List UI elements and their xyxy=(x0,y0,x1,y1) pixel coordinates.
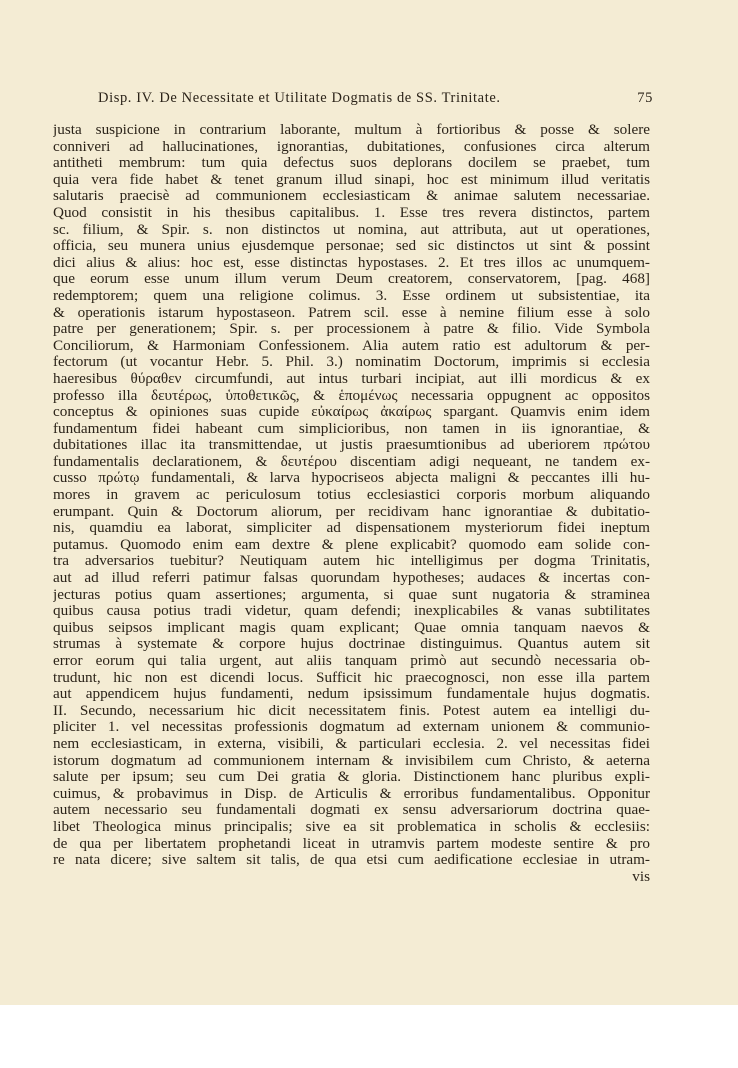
text-line: Quod consistit in his thesibus capitalibus. 1. Esse tres revera distinctos, partem xyxy=(53,204,650,221)
text-line: salute per ipsum; seu cum Dei gratia & gloria. Distinctionem hanc pluribus expli- xyxy=(53,769,650,786)
running-header xyxy=(98,90,653,110)
text-line: professo illa δευτέρως, ὑποθετικῶς, & ἑπομένως necessaria oppugnent ac oppositos xyxy=(53,387,650,404)
text-line: nis, quamdiu ea laborat, simpliciter ad dispensationem mysteriorum fidei ineptum xyxy=(53,520,650,537)
text-line: erumpant. Quin & Doctorum aliorum, per recidivam hanc ignorantiae & dubitatio- xyxy=(53,503,650,520)
text-line: autem necessario seu fundamentali dogmati ex sensu adversariorum doctrina quae- xyxy=(53,802,650,819)
text-line: strumas à systemate & corpore hujus doctrinae distinguimus. Quantus autem sit xyxy=(53,636,650,653)
text-line: que eorum esse unum illum verum Deum creatorem, conservatorem, [pag. 468] xyxy=(53,271,650,288)
text-line: II. Secundo, necessarium hic dicit necessitatem finis. Potest autem ea intelligi du- xyxy=(53,702,650,719)
text-line: tra adversarios tuebitur? Neutiquam autem hic intelligimus per dogma Trinitatis, xyxy=(53,553,650,570)
text-line: istorum dogmatum ad communionem internam & invisibilem cum Christo, & aeterna xyxy=(53,752,650,769)
page-number: 75 xyxy=(637,90,653,106)
text-line: cuimus, & probavimus in Disp. de Articulis & erroribus fundamentalibus. Opponitur xyxy=(53,785,650,802)
text-line: trudunt, hic non est dicendi locus. Sufficit hic praecognosci, non esse illa partem xyxy=(53,669,650,686)
text-line: nem ecclesiasticam, in externa, visibili, & particulari ecclesia. 2. vel necessitas fidei xyxy=(53,735,650,752)
text-line: jecturas potius quam assertiones; argumenta, si quae sunt nugatoria & straminea xyxy=(53,586,650,603)
text-line: quibus causa potius tradi videtur, quam defendi; inexplicabiles & vanas subtilitates xyxy=(53,603,650,620)
text-line: mores in gravem ac periculosum totius ecclesiastici corporis morbum aliquando xyxy=(53,487,650,504)
text-line: cusso πρώτῳ fundamentali, & larva hypocriseos abjecta maligni & peccantes illi hu- xyxy=(53,470,650,487)
text-line: conceptus & opiniones suas cupide εὐκαίρως ἀκαίρως spargant. Quamvis enim idem xyxy=(53,404,650,421)
text-line: aut appendicem hujus fundamenti, nedum ipsissimum fundamentale hujus dogmatis. xyxy=(53,686,650,703)
text-line: error eorum qui talia urgent, aut aliis tanquam primò aut secundò necessaria ob- xyxy=(53,653,650,669)
text-line: quibus seipsos implicant magis quam explicant; Quae omnia tanquam naevos & xyxy=(53,619,650,636)
text-line: fundamentum fidei habeant cum simplicioribus, non tamen in iis ignorantiae, & xyxy=(53,420,650,437)
text-line: haeresibus θύραθεν circumfundi, aut intus turbari incipiat, aut illi mordicus & ex xyxy=(53,370,650,387)
text-line: justa suspicione in contrarium laborante, multum à fortioribus & posse & solere xyxy=(53,122,650,138)
text-line: salutaris praecisè ad communionem ecclesiasticam & animae salutem necessariae. xyxy=(53,188,650,205)
text-line: putamus. Quomodo enim eam dextre & plene explicabit? quomodo eam solide con- xyxy=(53,536,650,553)
text-line: officia, seu munera unius ejusdemque personae; sed sic distinctos ut sint & possint xyxy=(53,238,650,255)
text-line: Conciliorum, & Harmoniam Confessionem. Alia autem ratio est adultorum & per- xyxy=(53,337,650,354)
text-line: redemptorem; quem una religione colimus. 3. Esse ordinem ut subsistentiae, ita xyxy=(53,287,650,304)
text-line: vis xyxy=(632,868,650,885)
text-line: dici alius & alius: hoc est, esse distinctas hypostases. 2. Et tres illos ac unumquem- xyxy=(53,254,650,271)
text-line: sc. filium, & Spir. s. non distinctos ut nomina, aut attributa, aut ut operationes, xyxy=(53,221,650,238)
text-line: pliciter 1. vel necessitas professionis dogmatum ad externam unionem & communio- xyxy=(53,719,650,736)
text-line: conniveri ad hallucinationes, ignorantias, dubitationes, confusiones circa alterum xyxy=(53,138,650,155)
text-line: aut ad illud referri patimur falsas quorundam hypotheses; audaces & incertas con- xyxy=(53,570,650,587)
text-line: de qua per libertatem prophetandi liceat in utramvis partem modeste sentire & pro xyxy=(53,835,650,852)
text-line: fundamentalis declarationem, & δευτέρου discentiam adigi nequeant, ne tandem ex- xyxy=(53,453,650,470)
text-line: quia vera fide habet & tenet granum illud sinapi, hoc est minimum illud veritatis xyxy=(53,171,650,188)
text-line: patre per generationem; Spir. s. per processionem à patre & filio. Vide Symbola xyxy=(53,321,650,338)
text-line: antitheti membrum: tum quia defectus suos deplorans docilem se praebet, tum xyxy=(53,155,650,172)
text-line: re nata dicere; sive saltem sit talis, de qua etsi cum aedificatione ecclesiae in utram- xyxy=(53,852,650,869)
text-line: & operationis istarum hypostaseon. Patrem scil. esse à nemine filium esse à solo xyxy=(53,304,650,321)
running-header-title: Disp. IV. De Necessitate et Utilitate Dogmatis de SS. Trinitate. xyxy=(98,90,501,106)
text-line: libet Theologica minus principalis; sive ea sit problematica in scholis & ecclesiis: xyxy=(53,818,650,835)
body-text xyxy=(53,122,650,885)
text-line: dubitationes illac ita transmittendae, ut justis praesumtionibus ad uberiorem πρώτου xyxy=(53,437,650,454)
text-line: fectorum (ut vocantur Hebr. 5. Phil. 3.) nominatim Doctorum, imprimis si ecclesia xyxy=(53,354,650,371)
